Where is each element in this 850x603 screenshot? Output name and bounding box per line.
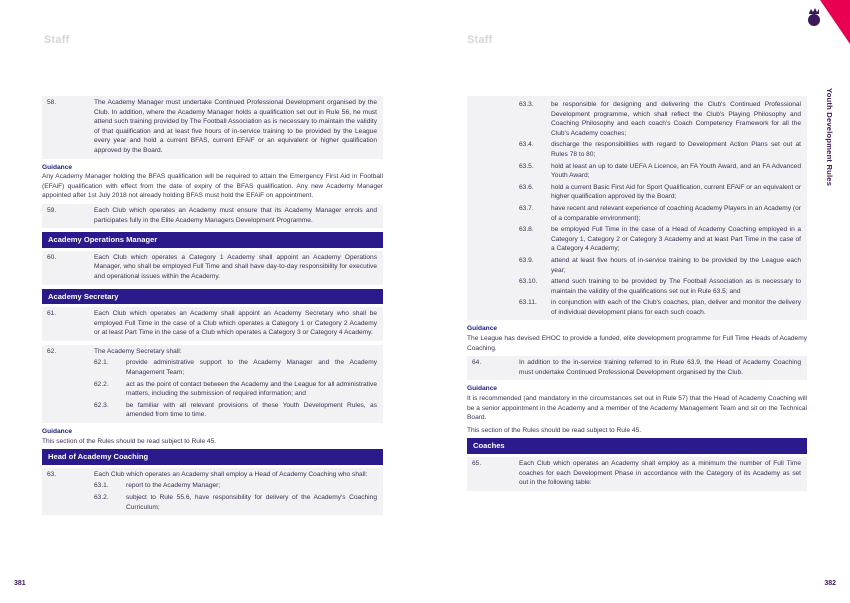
rule-text: The Academy Manager must undertake Continued Professional Development organised by the Club. In addition, where the Academy Manager holds a qualification set out in Rule 56, he must attend such training provided by The Football Association as is necessary to maintain the validity of that qualification and at least five hours of in-service training to be provided by the League every year and hold a current BFAS, current EFAiF or an equivalent or higher qualification approved by the Board. (94, 99, 377, 154)
sub-rule-text: hold at least an up to date UEFA A Licence, an FA Youth Award, and an FA Advanced Youth Award; (551, 162, 801, 180)
sub-rule (519, 204, 801, 223)
sub-rule-text: attend such training to be provided by The Football Association as is necessary to maintain the validity of the qualifications set out in Rule 63.5; and (551, 278, 801, 295)
rule-text: In addition to the in-service training referred to in Rule 63.9, the Head of Academy Coaching must undertake Continued Professional Development organised by the Club. (519, 359, 801, 376)
sub-rule-number: 63.2. (94, 494, 109, 501)
section-heading-head-of-coaching: Head of Academy Coaching (42, 449, 383, 465)
sub-rule (519, 183, 801, 202)
sub-rule-number: 63.10. (519, 278, 538, 286)
rule-number: 65. (472, 460, 482, 467)
rule-64 (467, 356, 807, 380)
sub-rule-text: subject to Rule 55.6, have responsibility for delivery of the Academy's Coaching Curriculum; (126, 494, 377, 511)
page-number-right: 382 (824, 580, 836, 587)
rule-number: 62. (47, 347, 57, 355)
rule-text: Each Club which operates an Academy shall employ as a minimum the number of Full Time coaches for each Development Phase in accordance with the Category of its Academy as set out in the following table: (519, 460, 801, 487)
side-section-title: Youth Development Rules (825, 88, 834, 187)
rule-63-continued (467, 96, 807, 320)
sub-rule-number: 63.6. (519, 183, 534, 191)
rule-number: 60. (47, 253, 57, 261)
sub-rule-text: act as the point of contact between the Academy and the League for all administrative matters, including the submission of required information; and (126, 380, 377, 398)
sub-rule (94, 401, 377, 420)
rule-65 (467, 457, 807, 491)
sub-rule-text: discharge the responsibilities with regard to Development Action Plans set out at Rules 78 to 80; (551, 141, 801, 158)
rule-intro: The Academy Secretary shall: (94, 347, 182, 355)
sub-rule (94, 380, 377, 399)
rule-text (519, 100, 801, 317)
right-page (425, 0, 850, 603)
sub-rule (519, 100, 801, 138)
guidance-text: The League has devised EHOC to provide a funded, elite development programme for Full Time Heads of Academy Coaching. (467, 335, 807, 352)
left-content (42, 96, 383, 519)
rule-text: Each Club which operates an Academy shall appoint an Academy Secretary who shall be employed Full Time in the case of a Club which operates a Category 1 or Category 2 Academy or at least Part Time in the case of a Club which operates a Category 3 or Category 4 Academy. (94, 310, 377, 337)
running-header-left: Staff (44, 34, 70, 46)
sub-rule-text: be responsible for designing and delivering the Club's Continued Professional Development programme, which shall reflect the Club's Playing Philosophy and Coaching Philosophy and each coach's Coach Competency Framework for all the Club's Academy coaches; (551, 101, 801, 137)
sub-rule-number: 63.7. (519, 204, 534, 212)
rule-number: 61. (47, 310, 57, 318)
sub-rule-text: provide administrative support to the Academy Manager and the Academy Management Team; (126, 359, 377, 377)
sub-rule-number: 62.3. (94, 401, 109, 409)
rule-61 (42, 307, 383, 341)
sub-rule-text: have recent and relevant experience of coaching Academy Players in an Academy (or of a comparable environment); (551, 204, 801, 222)
guidance-label: Guidance (42, 163, 73, 171)
lion-crown-icon (808, 8, 820, 26)
rule-text: Each Club which operates an Academy must ensure that its Academy Manager enrols and participates fully in the Elite Academy Managers Development Programme. (94, 206, 377, 224)
sub-rule (519, 298, 801, 317)
sub-rule-number: 63.9. (519, 256, 534, 264)
rule-text: Each Club which operates a Category 1 Academy shall appoint an Academy Operations Manager, who shall be employed Full Time and shall have day-to-day responsibility for executive and operational issues within the Academy. (94, 253, 377, 280)
sub-rule-text: be familiar with all relevant provisions of these Youth Development Rules, as amended from time to time. (126, 401, 377, 419)
rule-59 (42, 204, 383, 228)
guidance-text: It is recommended (and mandatory in the circumstances set out in Rule 57) that the Head of Academy Coaching will be a senior appointment in the Academy and a member of the Academy Management Team and sit on the Technical Board. (467, 395, 807, 422)
sub-rule (519, 140, 801, 159)
guidance-label: Guidance (467, 385, 498, 393)
guidance-text: Any Academy Manager holding the BFAS qualification will be required to attain the Emergency First Aid in Football (EFAiF) qualification with effect from the date of expiry of the BFAS qualification. Any new Academy Manager appointed after 1st July 2018 not already holding BFAS must hold the EFAiF on appointment. (42, 173, 383, 200)
right-content (467, 96, 807, 495)
rule-number: 64. (472, 359, 482, 367)
running-header-right: Staff (467, 34, 493, 46)
guidance-text: This section of the Rules should be read subject to Rule 45. (467, 426, 642, 434)
rule-number: 63. (47, 470, 57, 478)
sub-rule-number: 63.11. (519, 299, 537, 307)
section-heading-operations-manager: Academy Operations Manager (42, 232, 383, 248)
rule-58 (42, 96, 383, 159)
sub-rule-number: 63.1. (94, 482, 109, 490)
sub-rule-number: 62.1. (94, 359, 109, 367)
rule-text (94, 347, 377, 420)
sub-rule (519, 277, 801, 296)
section-heading-coaches: Coaches (467, 438, 807, 454)
page-number-left: 381 (14, 580, 26, 587)
sub-rule-text: in conjunction with each of the Club's coaches, plan, deliver and monitor the delivery of individual development plans for each such coach. (551, 299, 801, 316)
sub-rule-text: report to the Academy Manager; (126, 482, 221, 490)
sub-rule-text: be employed Full Time in the case of a Head of Academy Coaching employed in a Category 1, Category 2 or Category 3 Academy and at least Part Time in the case of a Category 4 Academy; (551, 226, 801, 253)
sub-rule-text: attend at least five hours of in-service training to be provided by the League each year; (551, 256, 801, 274)
rule-63 (42, 468, 383, 515)
guidance-label: Guidance (467, 325, 498, 333)
corner-triangle (820, 0, 850, 44)
sub-rule-number: 63.4. (519, 141, 534, 149)
rule-number: 59. (47, 206, 57, 214)
rule-intro: Each Club which operates an Academy shall employ a Head of Academy Coaching who shall: (94, 470, 368, 478)
guidance-label: Guidance (42, 428, 73, 436)
rule-text (94, 470, 377, 512)
rule-60 (42, 251, 383, 285)
sub-rule (94, 358, 377, 377)
rule-62 (42, 345, 383, 423)
sub-rule (519, 162, 801, 181)
premier-league-lion-logo (806, 0, 850, 44)
sub-rule (94, 481, 377, 491)
sub-rule-number: 62.2. (94, 380, 109, 388)
sub-rule (519, 256, 801, 275)
sub-rule (519, 225, 801, 254)
sub-rule-number: 63.3. (519, 101, 534, 108)
guidance-text: This section of the Rules should be read subject to Rule 45. (42, 437, 217, 445)
sub-rule-number: 63.5. (519, 162, 534, 170)
section-heading-academy-secretary: Academy Secretary (42, 289, 383, 305)
sub-rule-number: 63.8. (519, 226, 534, 234)
sub-rule (94, 493, 377, 512)
sub-rule-text: hold a current Basic First Aid for Sport Qualification, current EFAiF or an equivalent or higher qualification approved by the Board; (551, 183, 801, 201)
rule-number: 58. (47, 99, 57, 106)
